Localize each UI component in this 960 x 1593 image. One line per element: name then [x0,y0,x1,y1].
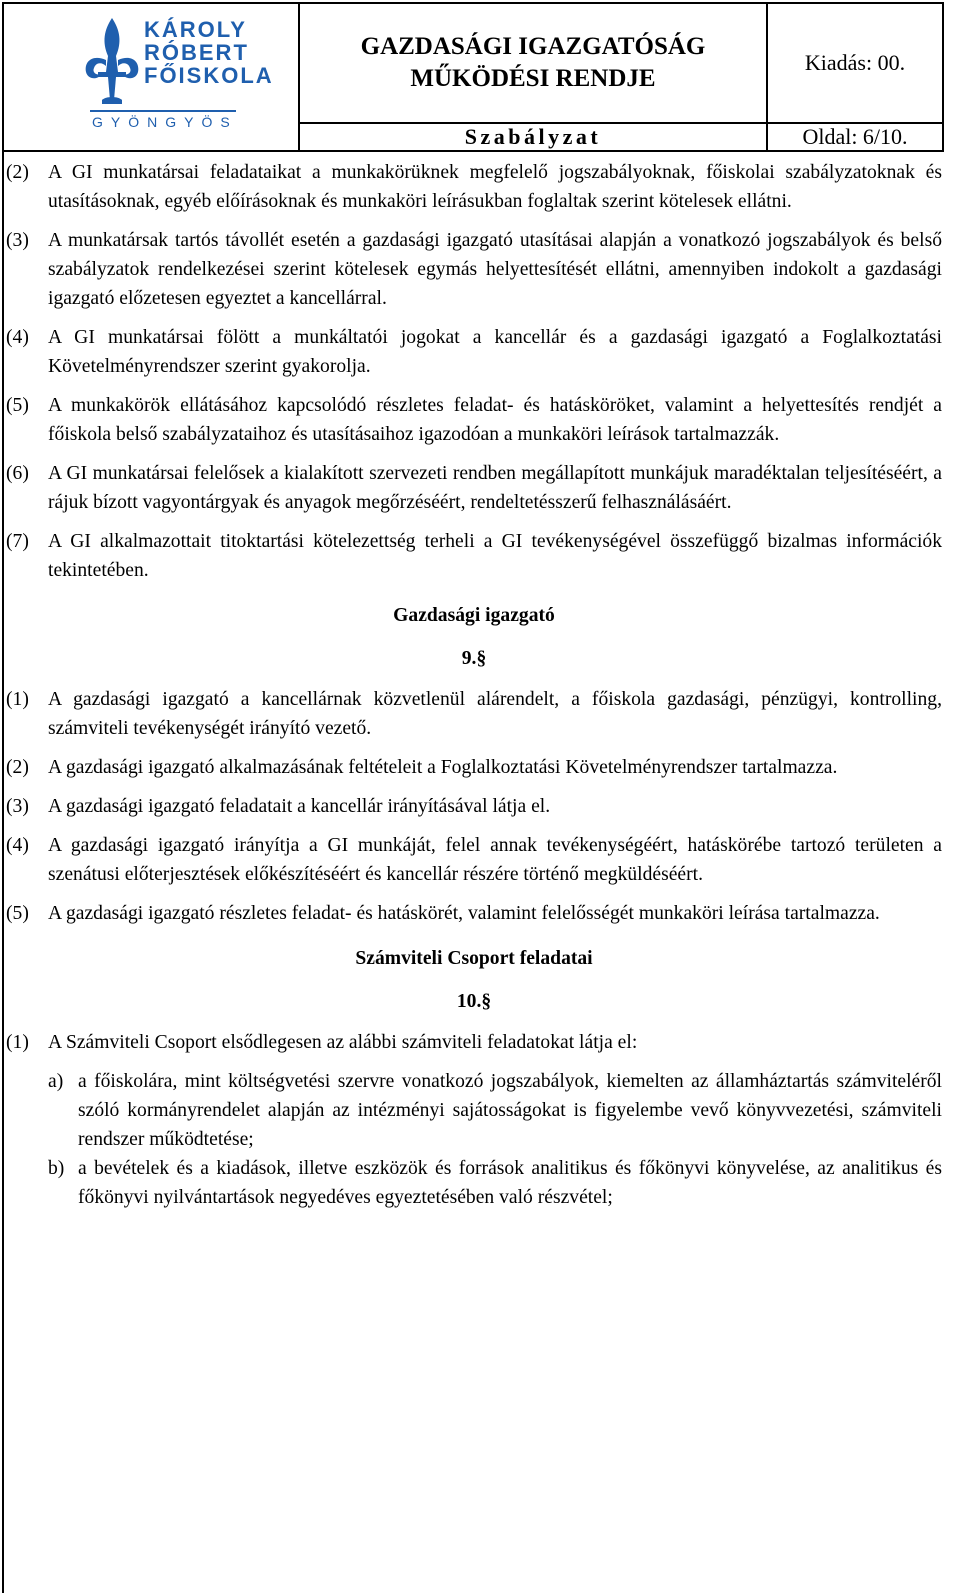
title-line-2: MŰKÖDÉSI RENDJE [410,65,656,92]
list-item-label: b) [48,1158,65,1179]
paragraph-number: (1) [6,1032,29,1053]
paragraph-text: A gazdasági igazgató irányítja a GI munkáját, felel annak tevékenységéért, hatáskörébe tartozó területen a szenátusi előterjesztések előkészítéséért és kancellár részére történő megküldéséért. [48,835,942,885]
paragraph [6,391,942,449]
section-heading: Gazdasági igazgató [393,605,555,626]
paragraph [6,226,942,313]
paragraph-number: (6) [6,463,29,484]
paragraph-number: (2) [6,757,29,778]
paragraph [6,459,942,517]
title-line-1: GAZDASÁGI IGAZGATÓSÁG [360,33,706,60]
list-item-label: a) [48,1071,64,1092]
document-title [300,4,768,124]
document-body [6,158,942,1212]
paragraph-number: (2) [6,162,29,183]
paragraph [6,753,942,782]
document-header [2,2,944,152]
paragraph [6,685,942,743]
page-number: Oldal: 6/10. [802,124,908,149]
paragraph [6,323,942,381]
document-type: Szabályzat [300,124,768,150]
paragraph [6,899,942,928]
paragraph-text: A gazdasági igazgató feladatait a kancellár irányításával látja el. [48,796,551,817]
logo-city: GYÖNGYÖS [92,114,238,130]
paragraph-number: (3) [6,796,29,817]
paragraph [6,831,942,889]
paragraph-number: (4) [6,835,29,856]
paragraph-text: A munkatársak tartós távollét esetén a gazdasági igazgató utasításai alapján a vonatkozó jogszabályok és belső szabályzatok rendelkezései szerint kötelesek egymás helyettesítését ellátni, amennyiben indokolt a gazdasági igazgató előzetesen egyeztet a kancellárral. [48,230,942,309]
paragraph-text: A munkakörök ellátásához kapcsolódó részletes feladat- és hatásköröket, valamint a helyettesítés rendjét a főiskola belső szabályzataihoz és utasításaihoz igazodóan a munkaköri leírások tartalmazzák. [48,395,942,445]
paragraph [6,158,942,216]
logo-divider [90,110,236,112]
paragraph-text: A GI munkatársai feladataikat a munkakörüknek megfelelő jogszabályoknak, főiskolai szabályzatoknak és utasításoknak, egyéb előírásoknak és munkaköri leírásukban foglaltak szerint kötelesek ellátni. [48,162,942,212]
paragraph-text: A gazdasági igazgató részletes feladat- és hatáskörét, valamint felelősségét munkaköri leírása tartalmazza. [48,903,880,924]
paragraph-number: (5) [6,395,29,416]
paragraph [6,1028,942,1057]
logo-cell [4,4,300,150]
list-item [48,1154,942,1212]
paragraph [6,792,942,821]
section-number: 10.§ [456,991,492,1012]
left-margin-rule [2,152,4,1593]
paragraph-number: (3) [6,230,29,251]
section-heading: Számviteli Csoport feladatai [355,948,593,969]
paragraph-number: (1) [6,689,29,710]
paragraph-text: A GI munkatársai fölött a munkáltatói jogokat a kancellár és a gazdasági igazgató a Foglalkoztatási Követelményrendszer szerint gyakorolja. [48,327,942,377]
edition-label: Kiadás: 00. [768,4,942,124]
list-item [48,1067,942,1154]
paragraph-text: A GI munkatársai felelősek a kialakított szervezeti rendben megállapított munkájuk maradéktalan teljesítéséért, a rájuk bízott vagyontárgyak és anyagok megőrzéséért, rendeltetésszerű felhasználásáért. [48,463,942,513]
fleur-de-lis-icon [82,16,142,108]
paragraph-text: A Számviteli Csoport elsődlegesen az alábbi számviteli feladatokat látja el: [48,1032,638,1053]
paragraph-number: (7) [6,531,29,552]
paragraph [6,527,942,585]
list-item-text: a bevételek és a kiadások, illetve eszközök és források analitikus és főkönyvi könyvelése, az analitikus és főkönyvi nyilvántartások negyedéves egyeztetésében való részvétel; [78,1158,942,1208]
paragraph-text: A gazdasági igazgató alkalmazásának feltételeit a Foglalkoztatási Követelményrendszer tartalmazza. [48,757,838,778]
paragraph-number: (5) [6,903,29,924]
logo-wordmark: KÁROLY RÓBERT FŐISKOLA [144,17,274,88]
list-item-text: a főiskolára, mint költségvetési szervre vonatkozó jogszabályok, kiemelten az államháztartás számviteléről szóló kormányrendelet alapján az intézményi sajátosságokat is figyelembe vevő könyvvezetési, számviteli rendszer működtetése; [78,1071,942,1150]
section-number: 9.§ [461,648,487,669]
paragraph-text: A gazdasági igazgató a kancellárnak közvetlenül alárendelt, a főiskola gazdasági, pénzügyi, kontrolling, számviteli tevékenységét irányító vezető. [48,689,942,739]
paragraph-text: A GI alkalmazottait titoktartási kötelezettség terheli a GI tevékenységével összefüggő bizalmas információk tekintetében. [48,531,942,581]
paragraph-number: (4) [6,327,29,348]
institution-logo [82,14,274,138]
